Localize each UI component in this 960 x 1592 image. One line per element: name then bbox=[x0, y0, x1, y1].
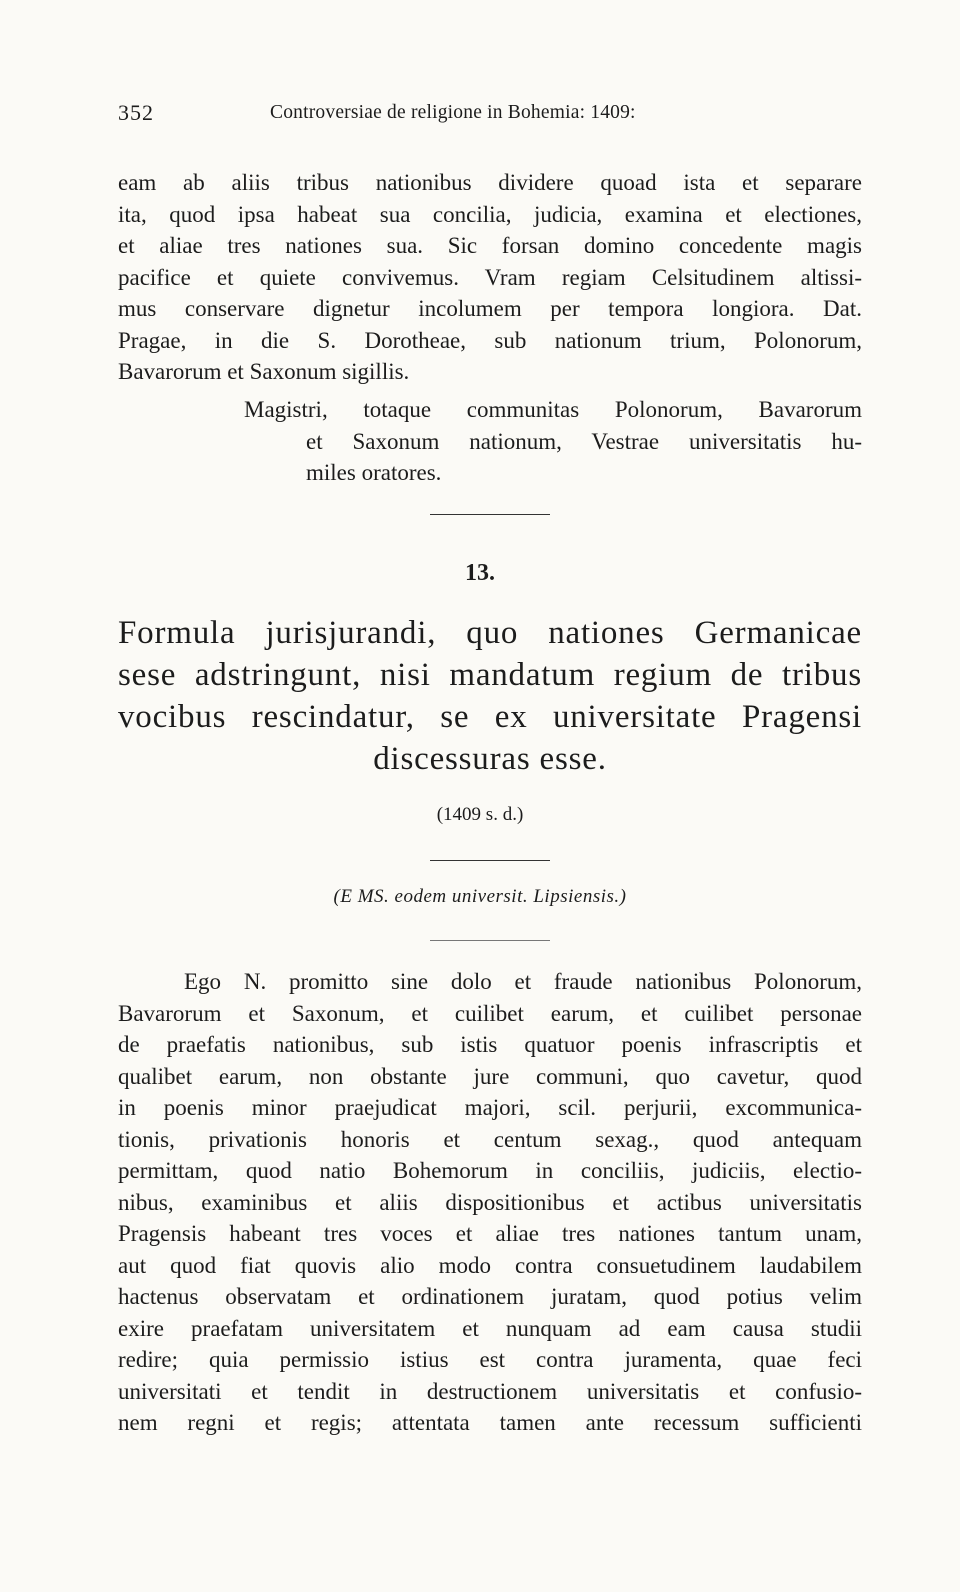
text-line: et aliae tres nationes sua. Sic forsan domino concedente magis bbox=[118, 233, 862, 258]
text-line: exire praefatam universitatem et nunquam ad eam causa studii bbox=[118, 1315, 862, 1341]
text-line: permittam, quod natio Bohemorum in conciliis, judiciis, electio- bbox=[118, 1158, 862, 1183]
text-line: in poenis minor praejudicat majori, scil. perjurii, excommunica- bbox=[118, 1095, 862, 1120]
text-line: Ego N. promitto sine dolo et fraude nationibus Polonorum, bbox=[184, 969, 862, 994]
text-line: tionis, privationis honoris et centum sexag., quod antequam bbox=[118, 1126, 862, 1152]
text-line: Bavarorum et Saxonum, et cuilibet earum, et cuilibet personae bbox=[118, 1000, 862, 1026]
title-line: vocibus rescindatur, se ex universitate Pragensi bbox=[118, 699, 862, 735]
text-line: Pragae, in die S. Dorotheae, sub nationum trium, Polonorum, bbox=[118, 327, 862, 353]
text-line: pacifice et quiete convivemus. Vram regiam Celsitudinem altissi- bbox=[118, 264, 862, 290]
signature-line: et Saxonum nationum, Vestrae universitatis hu- bbox=[306, 428, 862, 454]
text-line: qualibet earum, non obstante jure communi, quo cavetur, quod bbox=[118, 1063, 862, 1089]
title-line: discessuras esse. bbox=[373, 741, 607, 777]
title-line: Formula jurisjurandi, quo nationes Germanicae bbox=[118, 615, 862, 651]
signature-line: miles oratores. bbox=[306, 460, 442, 485]
page-header bbox=[118, 100, 858, 140]
intro-paragraph bbox=[118, 167, 862, 388]
running-head: Controversiae de religione in Bohemia: 1409: bbox=[270, 102, 636, 123]
text-line: hactenus observatam et ordinationem juratam, quod potius velim bbox=[118, 1284, 862, 1309]
text-line: aut quod fiat quovis alio modo contra consuetudinem laudabilem bbox=[118, 1252, 862, 1278]
signature-line: Magistri, totaque communitas Polonorum, Bavarorum bbox=[244, 397, 862, 422]
document-date: (1409 s. d.) bbox=[436, 804, 524, 825]
signature-block bbox=[244, 394, 862, 489]
oath-text bbox=[118, 966, 862, 1439]
text-line: redire; quia permissio istius est contra juramenta, quae feci bbox=[118, 1347, 862, 1372]
text-line: de praefatis nationibus, sub istis quatuor poenis infrascriptis et bbox=[118, 1032, 862, 1057]
text-line: eam ab aliis tribus nationibus dividere quoad ista et separare bbox=[118, 170, 862, 195]
text-line: ita, quod ipsa habeat sua concilia, judicia, examina et electiones, bbox=[118, 201, 862, 227]
title-line: sese adstringunt, nisi mandatum regium de tribus bbox=[118, 657, 862, 693]
document-number: 13. bbox=[465, 560, 495, 586]
section-divider bbox=[430, 514, 550, 515]
text-line: Pragensis habeant tres voces et aliae tres nationes tantum unam, bbox=[118, 1221, 862, 1246]
text-line: nibus, examinibus et aliis dispositionibus et actibus universitatis bbox=[118, 1189, 862, 1215]
text-line: Bavarorum et Saxonum sigillis. bbox=[118, 359, 410, 384]
text-line: mus conservare dignetur incolumem per tempora longiora. Dat. bbox=[118, 296, 862, 321]
source-note: (E MS. eodem universit. Lipsiensis.) bbox=[333, 886, 627, 907]
text-line: nem regni et regis; attentata tamen ante recessum sufficienti bbox=[118, 1410, 862, 1435]
text-line: universitati et tendit in destructionem universitatis et confusio- bbox=[118, 1378, 862, 1404]
section-divider bbox=[430, 860, 550, 861]
page-number: 352 bbox=[118, 100, 154, 125]
section-divider bbox=[430, 940, 550, 941]
document-title bbox=[118, 612, 862, 780]
